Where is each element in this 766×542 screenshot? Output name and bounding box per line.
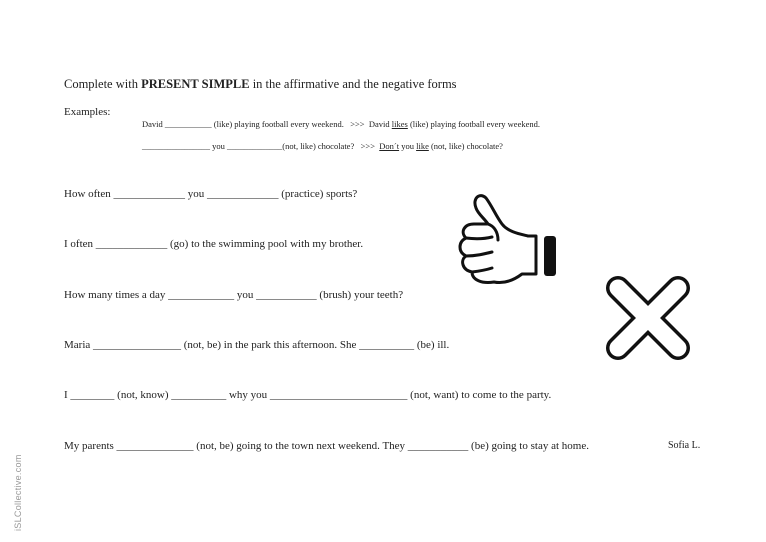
author-signature: Sofia L. — [668, 440, 701, 451]
instructions-emphasis: PRESENT SIMPLE — [141, 77, 250, 91]
example-2: ________________ you _____________(not, like) chocolate? >>> Don´t you like (not, like) chocolate? — [142, 141, 503, 151]
cross-icon — [602, 272, 694, 364]
question-2: I often _____________ (go) to the swimming pool with my brother. — [64, 238, 364, 250]
example-2-answer-aux: Don´t — [379, 141, 400, 151]
instructions-title: Complete with PRESENT SIMPLE in the affirmative and the negative forms — [64, 77, 457, 91]
question-5: I ________ (not, know) __________ why you _________________________ (not, want) to come to the party. — [64, 389, 552, 401]
example-1-answer: likes — [391, 119, 408, 129]
examples-label: Examples: — [64, 106, 111, 118]
thumbs-up-icon — [452, 190, 564, 290]
question-1: How often _____________ you _____________ (practice) sports? — [64, 188, 358, 200]
question-6: My parents ______________ (not, be) going to the town next weekend. They ___________ (be) going to stay at home. — [64, 440, 589, 452]
question-4: Maria ________________ (not, be) in the park this afternoon. She __________ (be) ill. — [64, 339, 450, 351]
watermark: iSLCollective.com — [13, 454, 23, 531]
example-2-answer-verb: like — [416, 141, 429, 151]
question-3: How many times a day ____________ you ___________ (brush) your teeth? — [64, 289, 404, 301]
example-1: David ___________ (like) playing football every weekend. >>> David likes (like) playing football every weekend. — [142, 119, 540, 129]
